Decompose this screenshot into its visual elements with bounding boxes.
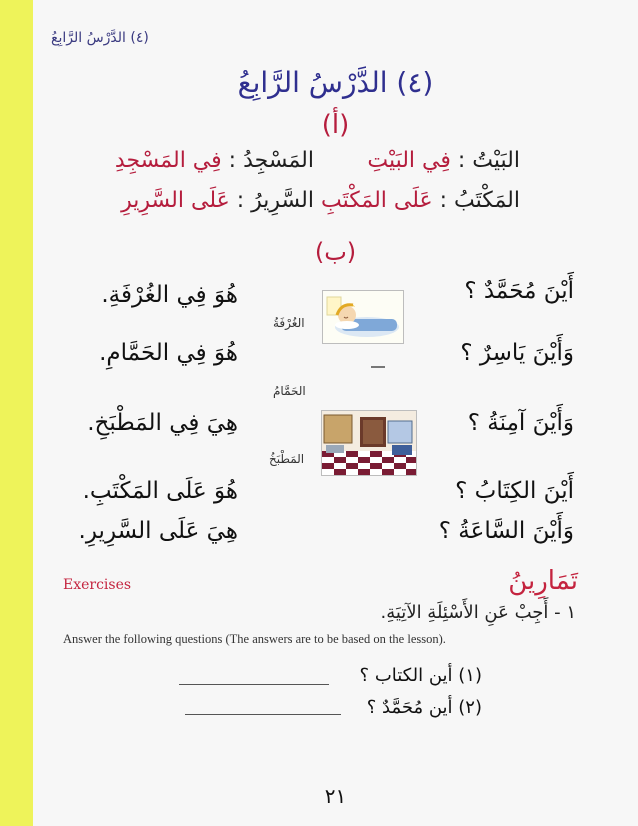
vocab-phrase: فِي البَيْتِ (367, 148, 451, 173)
dialogue-question: أَيْنَ الكِتَابُ ؟ (455, 478, 574, 504)
page-number: ٢١ (324, 784, 347, 808)
vocab-pair (121, 188, 314, 213)
vocab-noun: المَسْجِدُ : (228, 148, 314, 173)
caption-kitchen: المَطْبَخُ (269, 452, 305, 466)
vocab-pair (367, 148, 520, 173)
dialogue-question: وَأَيْنَ يَاسِرٌ ؟ (460, 340, 574, 366)
exercises-heading-arabic: تَمَارِينُ (508, 566, 578, 596)
answer-blank[interactable] (185, 714, 341, 715)
dialogue-question: وَأَيْنَ آمِنَةُ ؟ (467, 410, 574, 436)
vocab-phrase: عَلَى المَكْتَبِ (320, 188, 433, 213)
dialogue-answer: هِيَ فِي المَطْبَخِ. (87, 410, 238, 436)
exercise-question: (١) أين الكتاب ؟ (359, 665, 482, 686)
exercise-question: (٢) أين مُحَمَّدٌ ؟ (366, 697, 482, 718)
vocab-phrase: عَلَى السَّرِيرِ (121, 188, 230, 213)
vocab-noun: المَكْتَبُ : (439, 188, 520, 213)
caption-bathroom: الحَمَّامُ (273, 384, 306, 398)
vocab-pair (321, 188, 520, 213)
running-header: (٤) الدَّرْسُ الرَّابِعُ (51, 30, 149, 46)
image-stub (371, 366, 385, 368)
kitchen-illustration (321, 410, 417, 476)
section-a-label: (أ) (321, 110, 350, 140)
vocab-pair (115, 148, 314, 173)
vocab-noun: البَيْتُ : (457, 148, 520, 173)
margin-stripe (0, 0, 33, 826)
instruction-english: Answer the following questions (The answers are to be based on the lesson). (63, 632, 446, 646)
answer-blank[interactable] (179, 684, 329, 685)
dialogue-answer: هِيَ عَلَى السَّرِيرِ. (78, 518, 238, 544)
dialogue-question: وَأَيْنَ السَّاعَةُ ؟ (438, 518, 574, 544)
dialogue-answer: هُوَ فِي الحَمَّامِ. (99, 340, 238, 366)
vocab-phrase: فِي المَسْجِدِ (114, 148, 222, 173)
exercises-heading-english: Exercises (63, 577, 132, 593)
caption-room: الغُرْفَةُ (273, 316, 305, 330)
textbook-page (33, 0, 638, 826)
dialogue-answer: هُوَ فِي الغُرْفَةِ. (101, 282, 238, 308)
instruction-arabic: ١ - أَجِبْ عَنِ الأَسْئِلَةِ الآتِيَةِ. (380, 602, 576, 623)
dialogue-answer: هُوَ عَلَى المَكْتَبِ. (82, 478, 238, 504)
vocab-noun: السَّرِيرُ : (236, 188, 314, 213)
section-b-label: (ب) (314, 238, 357, 266)
lesson-title: (٤) الدَّرْسُ الرَّابِعُ (237, 66, 434, 99)
sleeping-boy-illustration (322, 290, 404, 344)
dialogue-question: أَيْنَ مُحَمَّدٌ ؟ (464, 278, 574, 304)
